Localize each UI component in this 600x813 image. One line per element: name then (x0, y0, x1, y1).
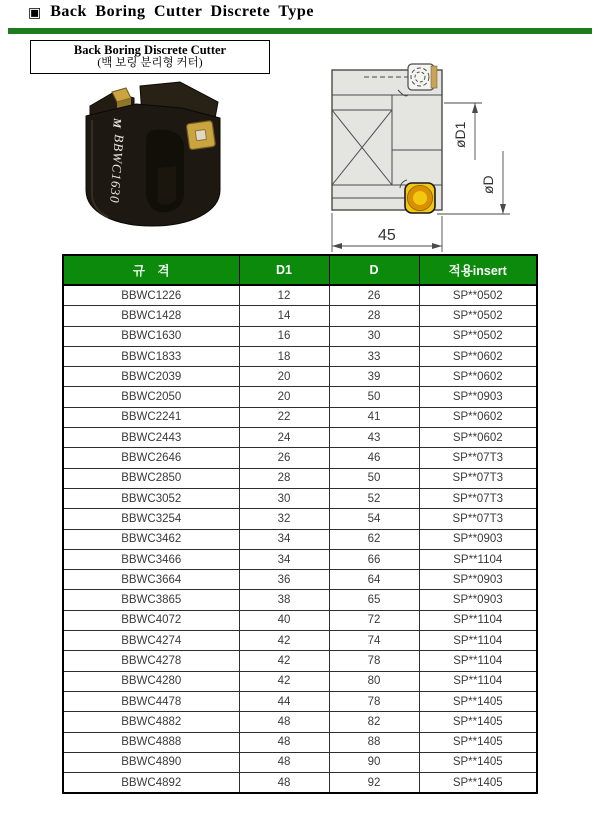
value-cell: 48 (239, 712, 329, 732)
d-arrow-down (500, 204, 506, 214)
value-cell: SP**1104 (419, 651, 537, 671)
spec-cell: BBWC2850 (63, 468, 239, 488)
brand-logo-mark: M (110, 117, 123, 129)
value-cell: 28 (329, 306, 419, 326)
value-cell: 82 (329, 712, 419, 732)
value-cell: 50 (329, 468, 419, 488)
technical-drawing (312, 56, 592, 264)
value-cell: 34 (239, 529, 329, 549)
column-header-0: 규 격 (63, 255, 239, 285)
table-row (63, 448, 537, 468)
table-row (63, 306, 537, 326)
table-header-row (63, 255, 537, 285)
value-cell: SP**0502 (419, 285, 537, 306)
value-cell: SP**1405 (419, 752, 537, 772)
value-cell: 22 (239, 407, 329, 427)
table-row (63, 326, 537, 346)
value-cell: SP**0903 (419, 387, 537, 407)
spec-cell: BBWC4892 (63, 773, 239, 794)
table-row (63, 732, 537, 752)
gold-insert-side-center (195, 130, 206, 141)
table-row (63, 570, 537, 590)
value-cell: 30 (329, 326, 419, 346)
value-cell: 32 (239, 509, 329, 529)
value-cell: 26 (329, 285, 419, 306)
value-cell: 64 (329, 570, 419, 590)
table-row (63, 773, 537, 794)
product-label-en: Back Boring Discrete Cutter (73, 43, 227, 57)
value-cell: 44 (239, 691, 329, 711)
value-cell: 78 (329, 651, 419, 671)
value-cell: 16 (239, 326, 329, 346)
value-cell: 46 (329, 448, 419, 468)
value-cell: SP**1405 (419, 712, 537, 732)
value-cell: 28 (239, 468, 329, 488)
column-header-2: D (329, 255, 419, 285)
spec-cell: BBWC4888 (63, 732, 239, 752)
value-cell: 48 (239, 773, 329, 794)
spec-cell: BBWC4072 (63, 610, 239, 630)
spec-cell: BBWC4890 (63, 752, 239, 772)
value-cell: 48 (239, 752, 329, 772)
value-cell: SP**0602 (419, 407, 537, 427)
value-cell: 90 (329, 752, 419, 772)
value-cell: SP**0602 (419, 367, 537, 387)
spec-table-container (62, 254, 536, 794)
title-underline-bar (8, 28, 592, 34)
value-cell: 36 (239, 570, 329, 590)
spec-cell: BBWC4882 (63, 712, 239, 732)
table-row (63, 590, 537, 610)
spec-cell: BBWC4280 (63, 671, 239, 691)
table-row (63, 285, 537, 306)
spec-cell: BBWC2039 (63, 367, 239, 387)
spec-cell: BBWC1428 (63, 306, 239, 326)
spec-cell: BBWC3462 (63, 529, 239, 549)
value-cell: SP**0903 (419, 590, 537, 610)
value-cell: 92 (329, 773, 419, 794)
value-cell: 88 (329, 732, 419, 752)
table-row (63, 549, 537, 569)
table-row (63, 468, 537, 488)
value-cell: SP**07T3 (419, 509, 537, 529)
spec-cell: BBWC2646 (63, 448, 239, 468)
table-row (63, 488, 537, 508)
value-cell: 14 (239, 306, 329, 326)
cutter-groove-inner (158, 166, 176, 205)
spec-cell: BBWC4278 (63, 651, 239, 671)
spec-cell: BBWC2050 (63, 387, 239, 407)
table-row (63, 671, 537, 691)
page-header (28, 3, 314, 21)
value-cell: 38 (239, 590, 329, 610)
spec-cell: BBWC3865 (63, 590, 239, 610)
value-cell: 54 (329, 509, 419, 529)
value-cell: 48 (239, 732, 329, 752)
value-cell: 74 (329, 631, 419, 651)
table-row (63, 428, 537, 448)
table-row (63, 631, 537, 651)
table-row (63, 529, 537, 549)
value-cell: 41 (329, 407, 419, 427)
value-cell: SP**1405 (419, 732, 537, 752)
spec-cell: BBWC1226 (63, 285, 239, 306)
table-row (63, 387, 537, 407)
value-cell: SP**0502 (419, 326, 537, 346)
spec-cell: BBWC1630 (63, 326, 239, 346)
value-cell: SP**1104 (419, 671, 537, 691)
value-cell: 33 (329, 346, 419, 366)
value-cell: SP**07T3 (419, 468, 537, 488)
spec-cell: BBWC3664 (63, 570, 239, 590)
value-cell: 43 (329, 428, 419, 448)
spec-cell: BBWC3254 (63, 509, 239, 529)
value-cell: 62 (329, 529, 419, 549)
table-row (63, 407, 537, 427)
value-cell: SP**1104 (419, 549, 537, 569)
product-photo (62, 72, 242, 236)
value-cell: 18 (239, 346, 329, 366)
product-marking: BBWC1630 (107, 133, 127, 205)
column-header-1: D1 (239, 255, 329, 285)
table-row (63, 752, 537, 772)
value-cell: SP**1104 (419, 610, 537, 630)
spec-cell: BBWC1833 (63, 346, 239, 366)
value-cell: SP**0602 (419, 346, 537, 366)
value-cell: SP**0903 (419, 570, 537, 590)
value-cell: 42 (239, 671, 329, 691)
value-cell: 42 (239, 651, 329, 671)
value-cell: 34 (239, 549, 329, 569)
value-cell: SP**1405 (419, 691, 537, 711)
value-cell: 24 (239, 428, 329, 448)
page-title: Back Boring Cutter Discrete Type (50, 3, 314, 20)
table-row (63, 651, 537, 671)
value-cell: SP**07T3 (419, 448, 537, 468)
w-arrow-left (332, 243, 342, 249)
w-arrow-right (432, 243, 442, 249)
product-label-box (30, 40, 270, 74)
value-cell: 20 (239, 387, 329, 407)
value-cell: SP**1405 (419, 773, 537, 794)
product-label-kr: (백 보링 분리형 커터) (97, 57, 203, 70)
value-cell: SP**0903 (419, 529, 537, 549)
spec-cell: BBWC3052 (63, 488, 239, 508)
table-row (63, 509, 537, 529)
spec-cell: BBWC4274 (63, 631, 239, 651)
spec-table (62, 254, 538, 794)
square-bullet-icon: ▣ (28, 4, 42, 20)
table-row (63, 346, 537, 366)
value-cell: 72 (329, 610, 419, 630)
value-cell: 40 (239, 610, 329, 630)
value-cell: 39 (329, 367, 419, 387)
value-cell: SP**07T3 (419, 488, 537, 508)
value-cell: 12 (239, 285, 329, 306)
value-cell: 20 (239, 367, 329, 387)
value-cell: 30 (239, 488, 329, 508)
value-cell: 78 (329, 691, 419, 711)
spec-cell: BBWC3466 (63, 549, 239, 569)
column-header-3: 적용insert (419, 255, 537, 285)
value-cell: SP**0602 (419, 428, 537, 448)
value-cell: SP**0502 (419, 306, 537, 326)
table-row (63, 367, 537, 387)
dim-label-d1: øD1 (452, 121, 468, 148)
round-insert-brass-strip (431, 66, 437, 88)
table-row (63, 712, 537, 732)
spec-cell: BBWC4478 (63, 691, 239, 711)
dim-label-d: øD (480, 175, 496, 194)
spec-cell: BBWC2443 (63, 428, 239, 448)
value-cell: SP**1104 (419, 631, 537, 651)
spec-cell: BBWC2241 (63, 407, 239, 427)
table-row (63, 691, 537, 711)
d1-arrow-up (472, 103, 478, 113)
value-cell: 50 (329, 387, 419, 407)
value-cell: 66 (329, 549, 419, 569)
value-cell: 52 (329, 488, 419, 508)
value-cell: 42 (239, 631, 329, 651)
table-row (63, 610, 537, 630)
value-cell: 65 (329, 590, 419, 610)
dim-label-45: 45 (378, 227, 396, 244)
value-cell: 26 (239, 448, 329, 468)
value-cell: 80 (329, 671, 419, 691)
